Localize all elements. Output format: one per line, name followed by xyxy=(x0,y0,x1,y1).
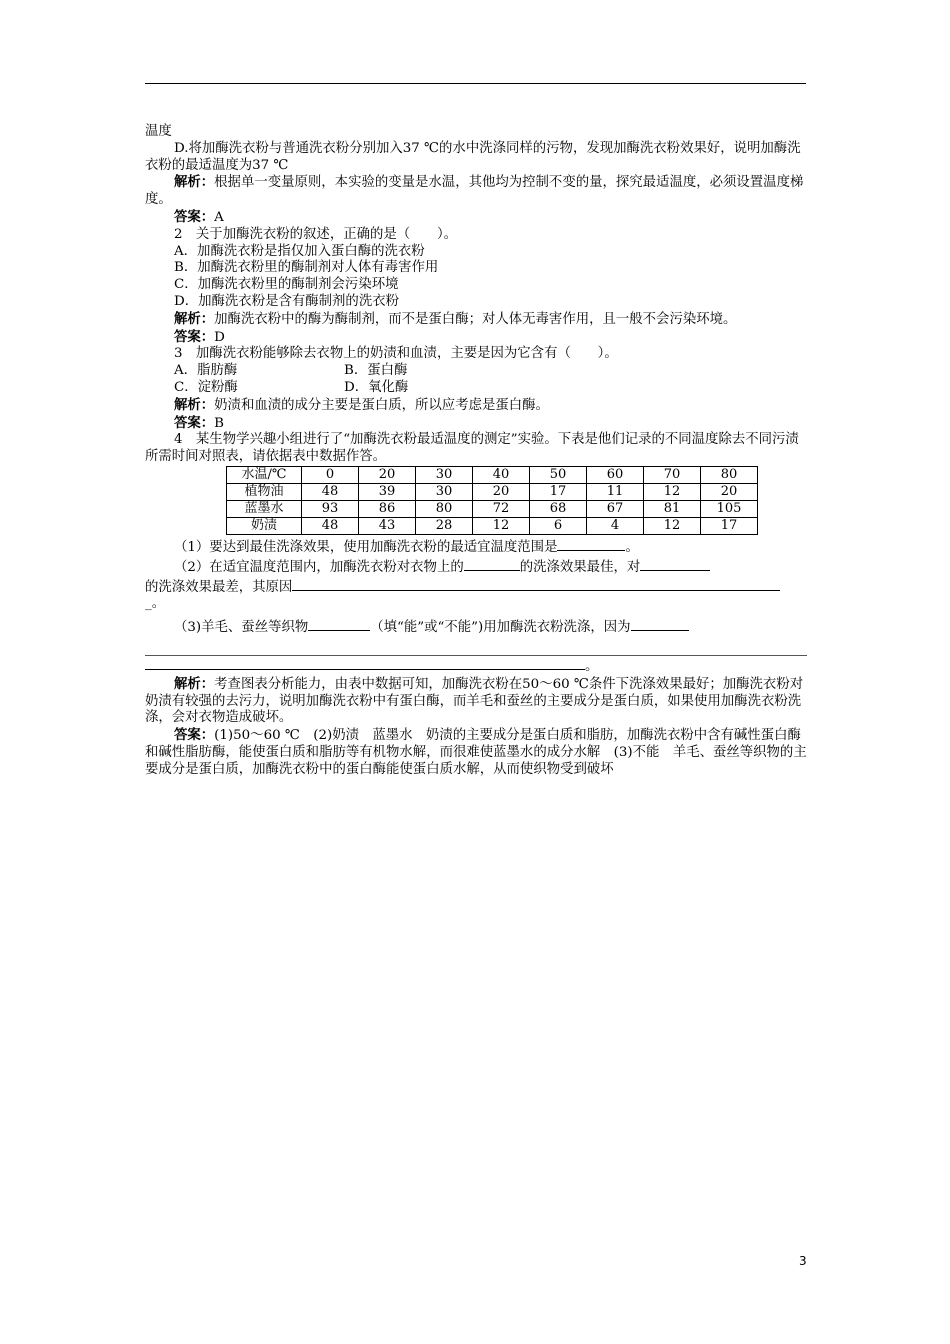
table-cell: 20 xyxy=(701,483,758,500)
q1-line-top: 温度 xyxy=(145,124,172,139)
table-cell: 86 xyxy=(359,500,416,517)
answer-text: (1)50～60 ℃ (2)奶渍 蓝墨水 奶渍的主要成分是蛋白质和脂肪，加酶洗衣粉中含有碱性蛋白酶和碱性脂肪酶，能使蛋白质和脂肪等有机物水解，而很难使蓝墨水的成分水解 (3)不能 羊毛、蚕丝等织物的主要成分是蛋白质，加酶洗衣粉中的蛋白酶能使蛋白质水解，从而使织物受到破坏 xyxy=(145,728,807,777)
table-cell: 蓝墨水 xyxy=(227,500,302,517)
answer-text: D xyxy=(214,329,225,345)
q4-sub3-last-line xyxy=(145,656,807,676)
header-rule xyxy=(145,83,806,84)
answer-label: 答案： xyxy=(174,727,215,744)
analysis-label: 解析： xyxy=(174,675,215,692)
table-header-row xyxy=(227,466,758,483)
table-cell: 80 xyxy=(701,466,758,483)
answer-line xyxy=(145,639,807,656)
q2-option-a: A．加酶洗衣粉是指仅加入蛋白酶的洗衣粉 xyxy=(174,243,425,259)
q2-answer xyxy=(145,329,807,347)
q3-options-row-2 xyxy=(145,380,807,397)
analysis-text: 奶渍和血渍的成分主要是蛋白质，所以应考虑是蛋白酶。 xyxy=(214,397,549,413)
table-cell: 12 xyxy=(644,517,701,534)
table-cell: 0 xyxy=(302,466,359,483)
q4-answer xyxy=(145,727,807,778)
answer-blank xyxy=(145,656,585,670)
q2-option-d: D．加酶洗衣粉是含有酶制剂的洗衣粉 xyxy=(174,293,399,309)
q2-option-c: C．加酶洗衣粉里的酶制剂会污染环境 xyxy=(174,277,399,293)
q4-sub2 xyxy=(145,557,807,577)
q1-answer xyxy=(145,209,807,227)
table-cell: 奶渍 xyxy=(227,517,302,534)
analysis-label: 解析： xyxy=(174,174,215,191)
answer-blank xyxy=(631,617,689,631)
table-cell: 6 xyxy=(530,517,587,534)
q1-analysis xyxy=(145,174,807,209)
answer-text: A xyxy=(214,209,224,225)
table-cell: 水温/℃ xyxy=(227,466,302,483)
q2-option-b: B．加酶洗衣粉里的酶制剂对人体有毒害作用 xyxy=(174,260,439,276)
sub2-text-a: （2）在适宜温度范围内，加酶洗衣粉对衣物上的 xyxy=(174,559,464,575)
table-cell: 植物油 xyxy=(227,483,302,500)
table-cell: 43 xyxy=(359,517,416,534)
table-cell: 17 xyxy=(530,483,587,500)
table-cell: 70 xyxy=(644,466,701,483)
table-cell: 40 xyxy=(473,466,530,483)
answer-blank xyxy=(557,537,625,551)
answer-blank xyxy=(292,577,780,591)
q4-sub2-cont xyxy=(145,577,807,597)
table-cell: 68 xyxy=(530,500,587,517)
sub3-text-a: （3)羊毛、蚕丝等织物 xyxy=(174,620,309,636)
answer-blank xyxy=(308,617,370,631)
sub3-text-b: （填“能”或“不能”)用加酶洗衣粉洗涤，因为 xyxy=(370,620,631,636)
table-cell: 12 xyxy=(473,517,530,534)
table-cell: 30 xyxy=(416,466,473,483)
table-cell: 48 xyxy=(302,517,359,534)
table-cell: 20 xyxy=(359,466,416,483)
q3-stem: 3 加酶洗衣粉能够除去衣物上的奶渍和血渍，主要是因为它含有（ ）。 xyxy=(174,346,618,362)
table-cell: 72 xyxy=(473,500,530,517)
q1-option-d: D.将加酶洗衣粉与普通洗衣粉分别加入37 ℃的水中洗涤同样的污物，发现加酶洗衣粉效果好，说明加酶洗衣粉的最适温度为37 ℃ xyxy=(145,140,801,173)
table-cell: 60 xyxy=(587,466,644,483)
table-cell: 39 xyxy=(359,483,416,500)
q4-stem: 4 某生物学兴趣小组进行了“加酶洗衣粉最适温度的测定”实验。下表是他们记录的不同温度除去不同污渍所需时间对照表，请依据表中数据作答。 xyxy=(145,432,799,465)
table-cell: 12 xyxy=(644,483,701,500)
table-cell: 50 xyxy=(530,466,587,483)
stain-removal-time-table xyxy=(226,466,758,535)
q4-analysis xyxy=(145,676,807,727)
table-cell: 4 xyxy=(587,517,644,534)
answer-label: 答案： xyxy=(174,328,215,345)
table-cell: 20 xyxy=(473,483,530,500)
answer-label: 答案： xyxy=(174,414,215,431)
table-cell: 48 xyxy=(302,483,359,500)
q4-sub1 xyxy=(145,537,807,557)
analysis-text: 根据单一变量原则，本实验的变量是水温，其他均为控制不变的量，探究最适温度，必须设置温度梯度。 xyxy=(145,175,804,208)
analysis-text: 考查图表分析能力，由表中数据可知，加酶洗衣粉在50～60 ℃条件下洗涤效果最好；加酶洗衣粉对奶渍有较强的去污力，说明加酶洗衣粉中有蛋白酶，而羊毛和蚕丝的主要成分是蛋白质，如果使用加酶洗衣粉洗涤，会对衣物造成破坏。 xyxy=(145,676,804,726)
answer-blank xyxy=(464,557,520,571)
table-row xyxy=(227,500,758,517)
q3-option-a: A．脂肪酶 xyxy=(174,363,238,379)
q3-options-row-1 xyxy=(145,363,807,380)
q3-answer xyxy=(145,415,807,433)
table-row xyxy=(227,483,758,500)
q3-analysis xyxy=(145,397,807,415)
table-cell: 30 xyxy=(416,483,473,500)
q3-option-d: D．氧化酶 xyxy=(344,379,409,395)
q3-option-c: C．淀粉酶 xyxy=(174,379,238,395)
q2-stem: 2 关于加酶洗衣粉的叙述，正确的是（ ）。 xyxy=(174,226,458,242)
answer-blank xyxy=(640,557,710,571)
table-cell: 105 xyxy=(701,500,758,517)
table-row xyxy=(227,517,758,534)
analysis-label: 解析： xyxy=(174,310,215,327)
table-cell: 80 xyxy=(416,500,473,517)
sub1-end: 。 xyxy=(625,539,639,555)
answer-text: B xyxy=(214,415,225,431)
page-content xyxy=(145,124,807,779)
table-cell: 17 xyxy=(701,517,758,534)
analysis-label: 解析： xyxy=(174,396,215,413)
sub2-text-c: 的洗涤效果最差，其原因 xyxy=(145,579,293,595)
table-cell: 81 xyxy=(644,500,701,517)
page-number: 3 xyxy=(799,1254,807,1268)
analysis-text: 加酶洗衣粉中的酶为酶制剂，而不是蛋白酶；对人体无毒害作用，且一般不会污染环境。 xyxy=(214,311,737,327)
q4-sub3 xyxy=(145,617,807,637)
sub2-text-b: 的洗涤效果最佳，对 xyxy=(519,559,641,575)
q4-sub2-end: _。 xyxy=(145,596,166,612)
q3-option-b: B．蛋白酶 xyxy=(344,363,408,379)
q2-analysis xyxy=(145,311,807,329)
answer-label: 答案： xyxy=(174,208,215,225)
table-cell: 11 xyxy=(587,483,644,500)
sub3-end: 。 xyxy=(585,658,599,674)
table-cell: 67 xyxy=(587,500,644,517)
sub1-text: （1）要达到最佳洗涤效果，使用加酶洗衣粉的最适宜温度范围是 xyxy=(174,539,558,555)
table-cell: 93 xyxy=(302,500,359,517)
table-cell: 28 xyxy=(416,517,473,534)
